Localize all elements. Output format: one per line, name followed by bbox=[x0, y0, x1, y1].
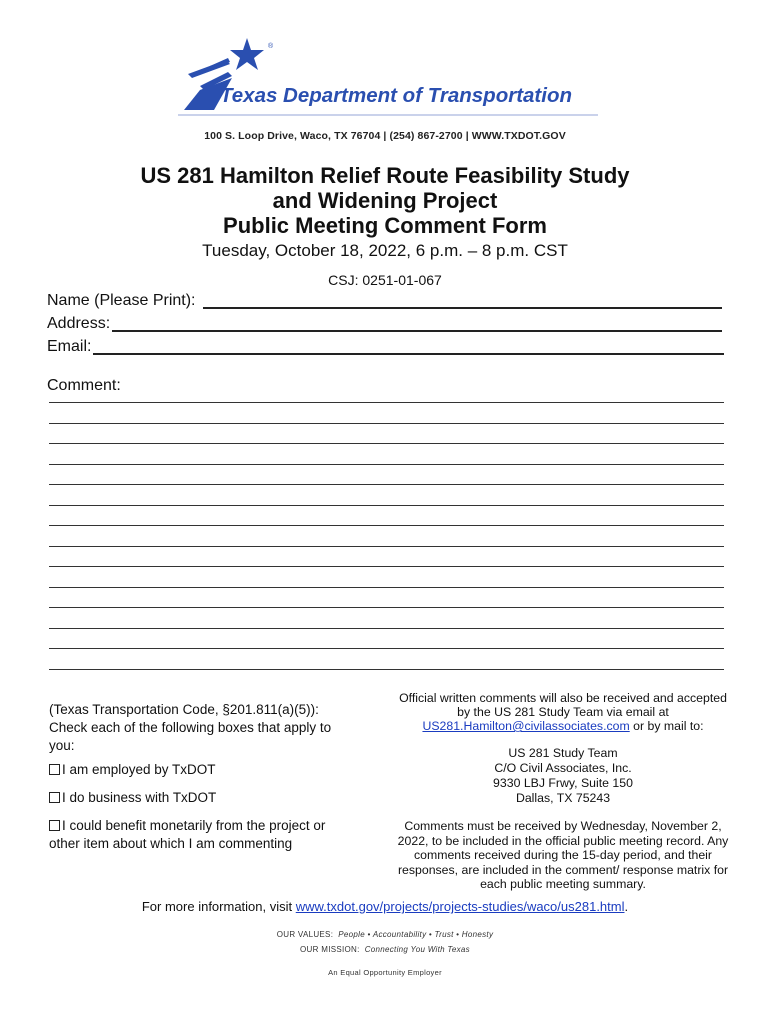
comment-line[interactable] bbox=[49, 402, 724, 403]
comment-line[interactable] bbox=[49, 525, 724, 526]
agency-address: 100 S. Loop Drive, Waco, TX 76704 | (254) 867-2700 | WWW.TXDOT.GOV bbox=[204, 130, 566, 142]
email-suffix: or by mail to: bbox=[629, 719, 704, 733]
csj-number: CSJ: 0251-01-067 bbox=[328, 272, 442, 288]
mail-street: 9330 LBJ Frwy, Suite 150 bbox=[493, 776, 633, 790]
name-label: Name (Please Print): bbox=[47, 292, 196, 309]
name-field[interactable] bbox=[203, 307, 722, 309]
checkbox-icon[interactable] bbox=[49, 764, 60, 775]
logo-text: Texas Department of Transportation bbox=[220, 84, 572, 107]
submission-line2: by the US 281 Study Team via email at bbox=[457, 705, 669, 719]
mission-label: OUR MISSION: bbox=[300, 945, 360, 954]
values-label: OUR VALUES: bbox=[276, 930, 334, 939]
deadline-notice: Comments must be received by Wednesday, November 2, 2022, to be included in the official public meeting record. Any comments received during the 15-day period, and their responses, are included in the comment/ response matrix for each public meeting summary. bbox=[397, 819, 729, 891]
comment-line[interactable] bbox=[49, 546, 724, 547]
meeting-date: Tuesday, October 18, 2022, 6 p.m. – 8 p.m. CST bbox=[202, 241, 568, 260]
mail-city: Dallas, TX 75243 bbox=[515, 791, 611, 805]
info-suffix: . bbox=[624, 899, 629, 914]
comment-line[interactable] bbox=[49, 648, 724, 649]
project-website-link[interactable]: www.txdot.gov/projects/projects-studies/waco/us281.html bbox=[295, 899, 625, 914]
checkbox-icon[interactable] bbox=[49, 820, 60, 831]
email-label: Email: bbox=[47, 338, 92, 355]
page-title-line1: US 281 Hamilton Relief Route Feasibility Study bbox=[140, 163, 630, 188]
info-prefix: For more information, visit bbox=[141, 899, 296, 914]
comment-line[interactable] bbox=[49, 607, 724, 608]
disclosure-intro: (Texas Transportation Code, §201.811(a)(5)): Check each of the following boxes that apply to you: bbox=[49, 702, 332, 753]
comment-line[interactable] bbox=[49, 587, 724, 588]
checkbox-label: I am employed by TxDOT bbox=[62, 762, 216, 777]
comment-line[interactable] bbox=[49, 669, 724, 670]
comment-line[interactable] bbox=[49, 484, 724, 485]
mail-org: C/O Civil Associates, Inc. bbox=[494, 761, 632, 775]
comment-line[interactable] bbox=[49, 423, 724, 424]
checkbox-label: I could benefit monetarily from the project or other item about which I am commenting bbox=[49, 818, 326, 851]
checkbox-option-employed[interactable] bbox=[49, 761, 349, 779]
submission-email-line bbox=[388, 719, 738, 734]
address-field[interactable] bbox=[112, 330, 722, 332]
email-field[interactable] bbox=[93, 353, 724, 355]
txdot-logo bbox=[170, 38, 600, 118]
comment-line[interactable] bbox=[49, 464, 724, 465]
registered-mark: ® bbox=[268, 43, 274, 50]
logo-star-icon bbox=[230, 38, 264, 70]
study-team-email-link[interactable]: US281.Hamilton@civilassociates.com bbox=[422, 719, 630, 733]
checkbox-option-benefit[interactable] bbox=[49, 817, 349, 853]
equal-opportunity-employer: An Equal Opportunity Employer bbox=[328, 968, 442, 977]
comment-label: Comment: bbox=[47, 377, 121, 394]
comment-line[interactable] bbox=[49, 505, 724, 506]
page-title-line3: Public Meeting Comment Form bbox=[223, 213, 547, 238]
submission-line1: Official written comments will also be received and accepted bbox=[399, 691, 727, 705]
more-info-line bbox=[0, 899, 770, 914]
comment-line[interactable] bbox=[49, 566, 724, 567]
checkbox-icon[interactable] bbox=[49, 792, 60, 803]
mail-name: US 281 Study Team bbox=[508, 746, 618, 760]
checkbox-option-business[interactable] bbox=[49, 789, 349, 807]
comment-line[interactable] bbox=[49, 628, 724, 629]
values-line bbox=[0, 930, 770, 939]
page-title-line2: and Widening Project bbox=[272, 188, 498, 213]
mission-line bbox=[0, 945, 770, 954]
mission-text: Connecting You With Texas bbox=[364, 945, 470, 954]
checkbox-label: I do business with TxDOT bbox=[62, 790, 217, 805]
address-label: Address: bbox=[47, 315, 111, 332]
comment-line[interactable] bbox=[49, 443, 724, 444]
values-text: People • Accountability • Trust • Honesty bbox=[338, 930, 494, 939]
